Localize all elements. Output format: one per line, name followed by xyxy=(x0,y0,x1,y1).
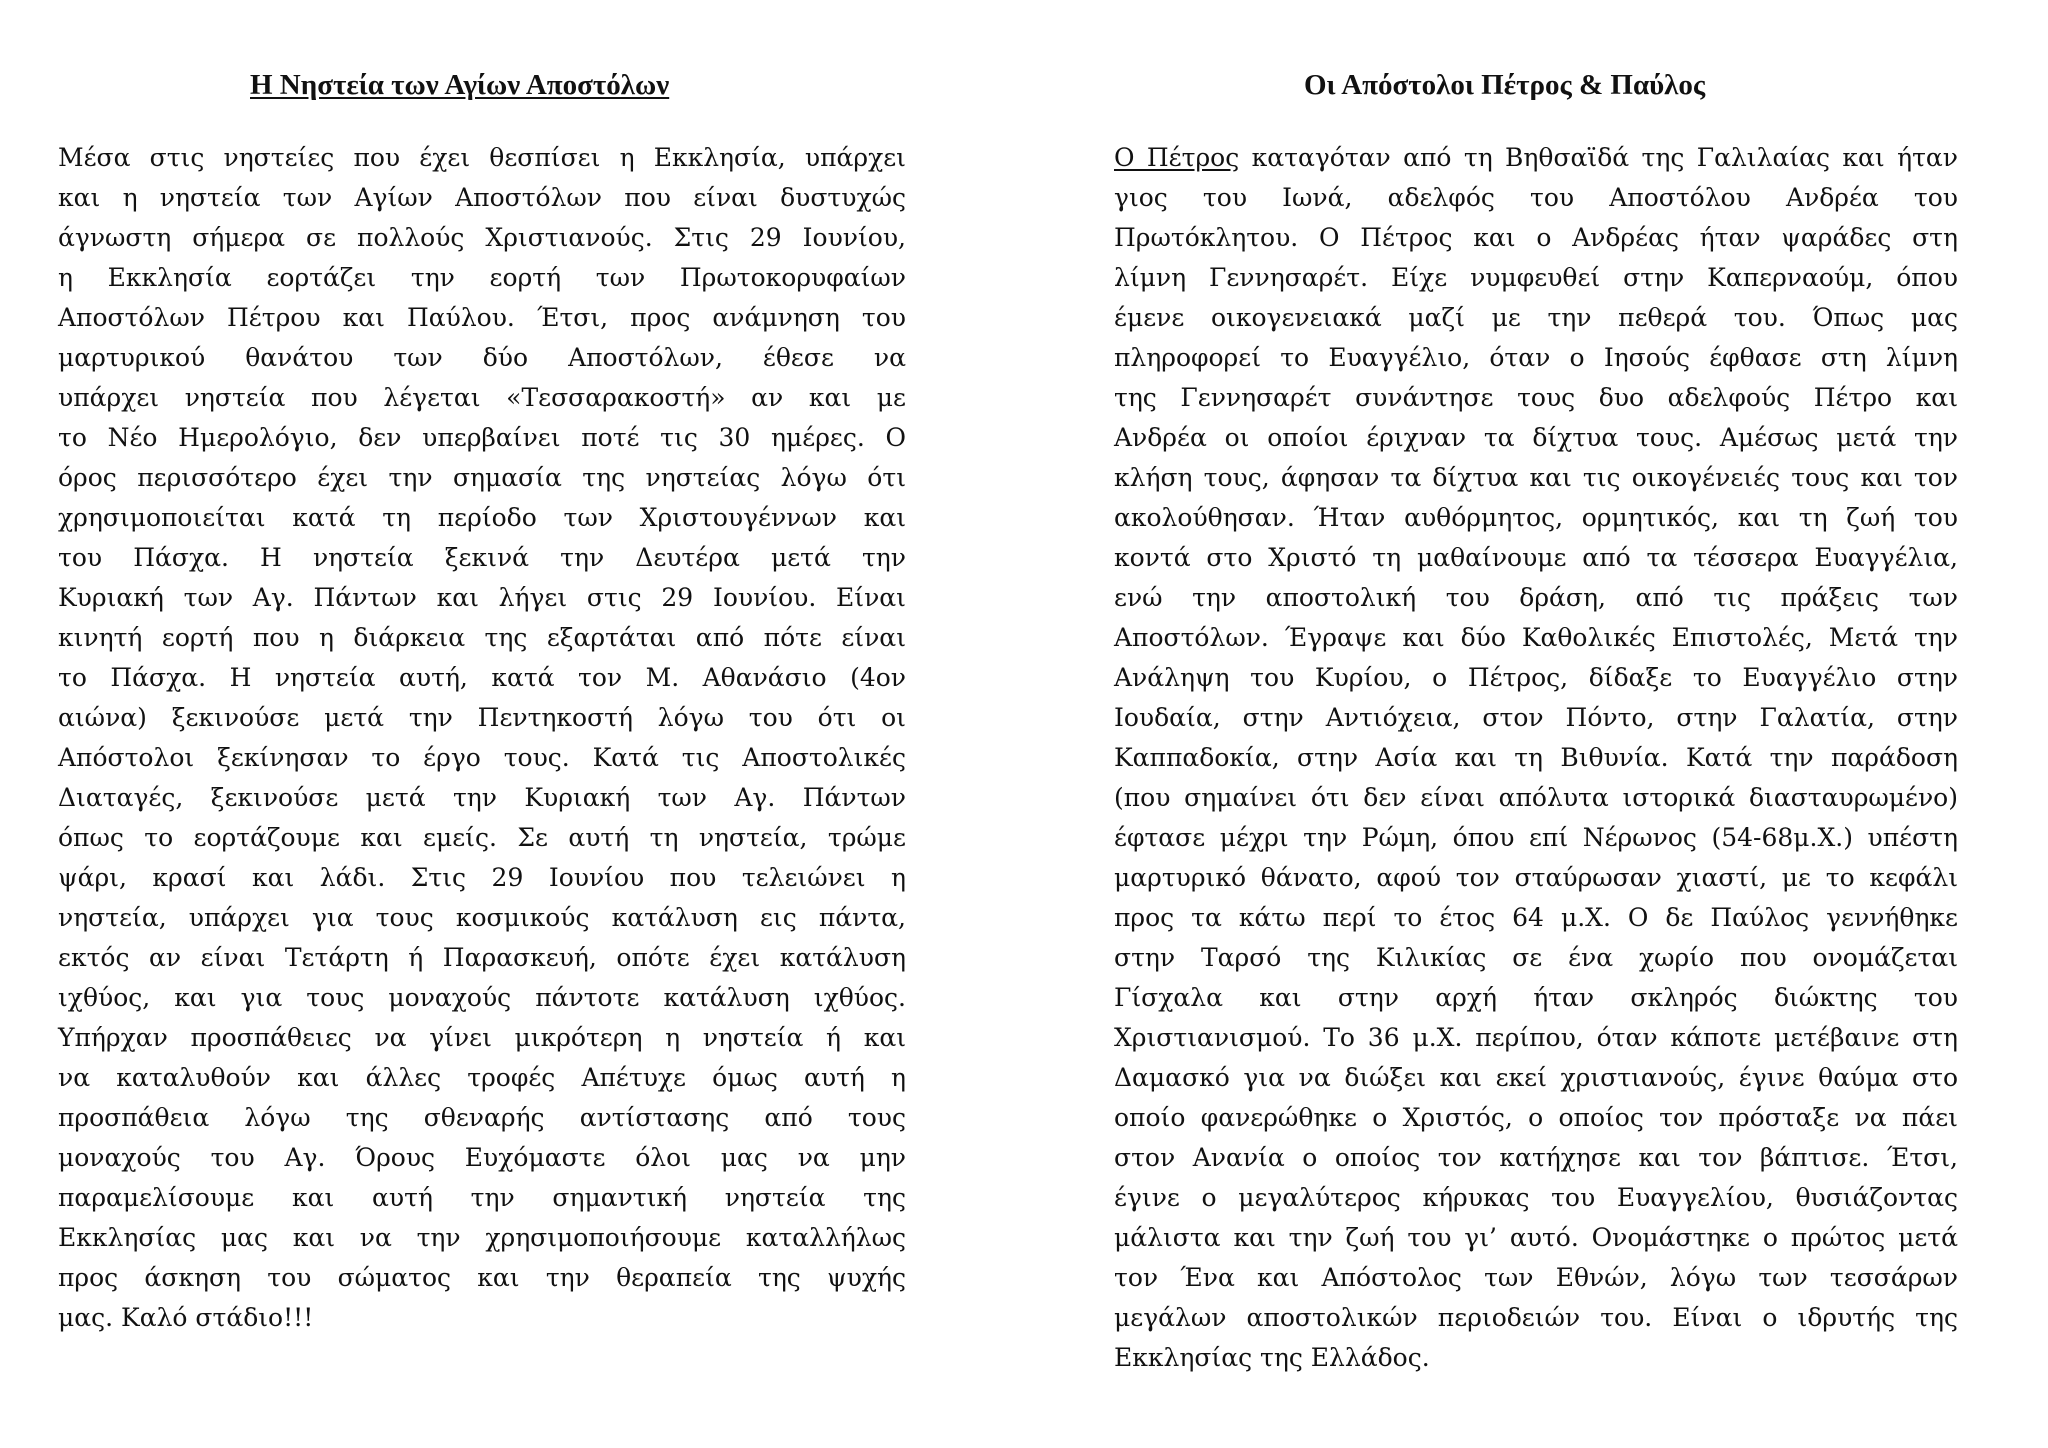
right-body-line-6: της Γεννησαρέτ συνάντησε τους δυο αδελφούς Πέτρο και xyxy=(1114,383,1958,412)
left-body-line-6: μαρτυρικού θανάτου των δύο Αποστόλων, έθεσε να xyxy=(58,343,906,372)
right-first-line-rest: καταγόταν από τη Βηθσαϊδά της Γαλιλαίας και ήταν xyxy=(1239,143,1958,172)
right-body-line-26: έγινε ο μεγαλύτερος κήρυκας του Ευαγγελίου, θυσιάζοντας xyxy=(1114,1183,1958,1212)
left-body-line-3: άγνωστη σήμερα σε πολλούς Χριστιανούς. Στις 29 Ιουνίου, xyxy=(58,223,906,252)
left-body-line-21: εκτός αν είναι Τετάρτη ή Παρασκευή, οπότε έχει κατάλυση xyxy=(58,943,906,972)
right-body-line-23: Δαμασκό για να διώξει και εκεί χριστιανούς, έγινε θαύμα στο xyxy=(1114,1063,1958,1092)
left-body-line-17: Διαταγές, ξεκινούσε μετά την Κυριακή των Αγ. Πάντων xyxy=(58,783,906,812)
right-body-line-1: γιος του Ιωνά, αδελφός του Αποστόλου Ανδρέα του xyxy=(1114,183,1958,212)
right-body-line-19: προς τα κάτω περί το έτος 64 μ.Χ. Ο δε Παύλος γεννήθηκε xyxy=(1114,903,1958,932)
left-body-line-30: μας. Καλό στάδιο!!! xyxy=(58,1303,314,1332)
left-body-line-15: αιώνα) ξεκινούσε μετά την Πεντηκοστή λόγω του ότι οι xyxy=(58,703,906,732)
right-body-line-20: στην Ταρσό της Κιλικίας σε ένα χωρίο που ονομάζεται xyxy=(1114,943,1958,972)
left-body-line-26: μοναχούς του Αγ. Όρους Ευχόμαστε όλοι μας να μην xyxy=(58,1143,906,1172)
left-body-line-10: χρησιμοποιείται κατά τη περίοδο των Χριστουγέννων και xyxy=(58,503,906,532)
left-body-line-25: προσπάθεια λόγω της σθεναρής αντίστασης από τους xyxy=(58,1103,906,1132)
right-body-line-7: Ανδρέα οι οποίοι έριχναν τα δίχτυα τους. Αμέσως μετά την xyxy=(1114,423,1958,452)
right-body-line-18: μαρτυρικό θάνατο, αφού τον σταύρωσαν χιαστί, με το κεφάλι xyxy=(1114,863,1958,892)
left-body-line-23: Υπήρχαν προσπάθειες να γίνει μικρότερη η νηστεία ή και xyxy=(58,1023,906,1052)
left-body-line-29: προς άσκηση του σώματος και την θεραπεία της ψυχής xyxy=(58,1263,906,1292)
left-body-line-7: υπάρχει νηστεία που λέγεται «Τεσσαρακοστή» αν και με xyxy=(58,383,906,412)
right-page xyxy=(1024,0,2048,1448)
left-body-line-20: νηστεία, υπάρχει για τους κοσμικούς κατάλυση εις πάντα, xyxy=(58,903,906,932)
right-body-line-28: τον Ένα και Απόστολος των Εθνών, λόγω των τεσσάρων xyxy=(1114,1263,1958,1292)
right-body-line-12: Αποστόλων. Έγραψε και δύο Καθολικές Επιστολές, Μετά την xyxy=(1114,623,1958,652)
left-body-line-18: όπως το εορτάζουμε και εμείς. Σε αυτή τη νηστεία, τρώμε xyxy=(58,823,906,852)
right-body-line-29: μεγάλων αποστολικών περιοδειών του. Είναι ο ιδρυτής της xyxy=(1114,1303,1958,1332)
left-body-line-14: το Πάσχα. Η νηστεία αυτή, κατά τον Μ. Αθανάσιο (4ον xyxy=(58,663,906,692)
left-page-body xyxy=(58,138,906,1338)
left-body-line-2: και η νηστεία των Αγίων Αποστόλων που είναι δυστυχώς xyxy=(58,183,906,212)
left-body-line-27: παραμελίσουμε και αυτή την σημαντική νηστεία της xyxy=(58,1183,906,1212)
right-body-line-30: Εκκλησίας της Ελλάδος. xyxy=(1114,1343,1430,1372)
right-body-line-15: Καππαδοκία, στην Ασία και τη Βιθυνία. Κατά την παράδοση xyxy=(1114,743,1958,772)
right-body-line-13: Ανάληψη του Κυρίου, ο Πέτρος, δίδαξε το Ευαγγέλιο στην xyxy=(1114,663,1958,692)
right-page-title: Οι Απόστολοι Πέτρος & Παύλος xyxy=(1304,69,1706,101)
right-body-line-17: έφτασε μέχρι την Ρώμη, όπου επί Νέρωνος (54-68μ.Χ.) υπέστη xyxy=(1114,823,1958,852)
left-body-line-11: του Πάσχα. Η νηστεία ξεκινά την Δευτέρα μετά την xyxy=(58,543,906,572)
left-body-line-28: Εκκλησίας μας και να την χρησιμοποιήσουμε καταλλήλως xyxy=(58,1223,906,1252)
left-body-line-1: Μέσα στις νηστείες που έχει θεσπίσει η Εκκλησία, υπάρχει xyxy=(58,143,906,172)
left-body-line-4: η Εκκλησία εορτάζει την εορτή των Πρωτοκορυφαίων xyxy=(58,263,906,292)
right-body-line-3: λίμνη Γεννησαρέτ. Είχε νυμφευθεί στην Καπερναούμ, όπου xyxy=(1114,263,1958,292)
left-page-title: Η Νηστεία των Αγίων Αποστόλων xyxy=(250,69,670,101)
right-body-line-16: (που σημαίνει ότι δεν είναι απόλυτα ιστορικά διασταυρωμένο) xyxy=(1114,783,1958,812)
left-body-line-22: ιχθύος, και για τους μοναχούς πάντοτε κατάλυση ιχθύος. xyxy=(58,983,906,1012)
left-body-line-19: ψάρι, κρασί και λάδι. Στις 29 Ιουνίου που τελειώνει η xyxy=(58,863,906,892)
right-body-line-5: πληροφορεί το Ευαγγέλιο, όταν ο Ιησούς έφθασε στη λίμνη xyxy=(1114,343,1958,372)
right-page-body xyxy=(1114,138,1958,1378)
left-body-line-13: κινητή εορτή που η διάρκεια της εξαρτάται από πότε είναι xyxy=(58,623,906,652)
right-body-line-14: Ιουδαία, στην Αντιόχεια, στον Πόντο, στην Γαλατία, στην xyxy=(1114,703,1958,732)
right-body-line-11: ενώ την αποστολική του δράση, από τις πράξεις των xyxy=(1114,583,1958,612)
right-body-line-24: οποίο φανερώθηκε ο Χριστός, ο οποίος τον πρόσταξε να πάει xyxy=(1114,1103,1958,1132)
right-body-line-4: έμενε οικογενειακά μαζί με την πεθερά του. Όπως μας xyxy=(1114,303,1958,332)
left-body-line-8: το Νέο Ημερολόγιο, δεν υπερβαίνει ποτέ τις 30 ημέρες. Ο xyxy=(58,423,906,452)
right-body-line-2: Πρωτόκλητου. Ο Πέτρος και ο Ανδρέας ήταν ψαράδες στη xyxy=(1114,223,1958,252)
right-body-line-10: κοντά στο Χριστό τη μαθαίνουμε από τα τέσσερα Ευαγγέλια, xyxy=(1114,543,1958,572)
petros-underlined: Ο Πέτρος xyxy=(1114,143,1240,172)
right-body-line-25: στον Ανανία ο οποίος τον κατήχησε και τον βάπτισε. Έτσι, xyxy=(1114,1143,1958,1172)
right-body-line-9: ακολούθησαν. Ήταν αυθόρμητος, ορμητικός, και τη ζωή του xyxy=(1114,503,1958,532)
left-body-line-12: Κυριακή των Αγ. Πάντων και λήγει στις 29 Ιουνίου. Είναι xyxy=(58,583,906,612)
left-body-line-24: να καταλυθούν και άλλες τροφές Απέτυχε όμως αυτή η xyxy=(58,1063,906,1092)
left-body-line-16: Απόστολοι ξεκίνησαν το έργο τους. Κατά τις Αποστολικές xyxy=(58,743,906,772)
left-body-line-9: όρος περισσότερο έχει την σημασία της νηστείας λόγω ότι xyxy=(58,463,906,492)
right-body-line-8: κλήση τους, άφησαν τα δίχτυα και τις οικογένειές τους και τον xyxy=(1114,463,1958,492)
right-body-line-22: Χριστιανισμού. Το 36 μ.Χ. περίπου, όταν κάποτε μετέβαινε στη xyxy=(1114,1023,1958,1052)
right-body-line-0 xyxy=(1114,138,1958,178)
left-body-line-5: Αποστόλων Πέτρου και Παύλου. Έτσι, προς ανάμνηση του xyxy=(58,303,906,332)
right-body-line-21: Γίσχαλα και στην αρχή ήταν σκληρός διώκτης του xyxy=(1114,983,1958,1012)
right-body-line-27: μάλιστα και την ζωή του γι’ αυτό. Ονομάστηκε ο πρώτος μετά xyxy=(1114,1223,1958,1252)
